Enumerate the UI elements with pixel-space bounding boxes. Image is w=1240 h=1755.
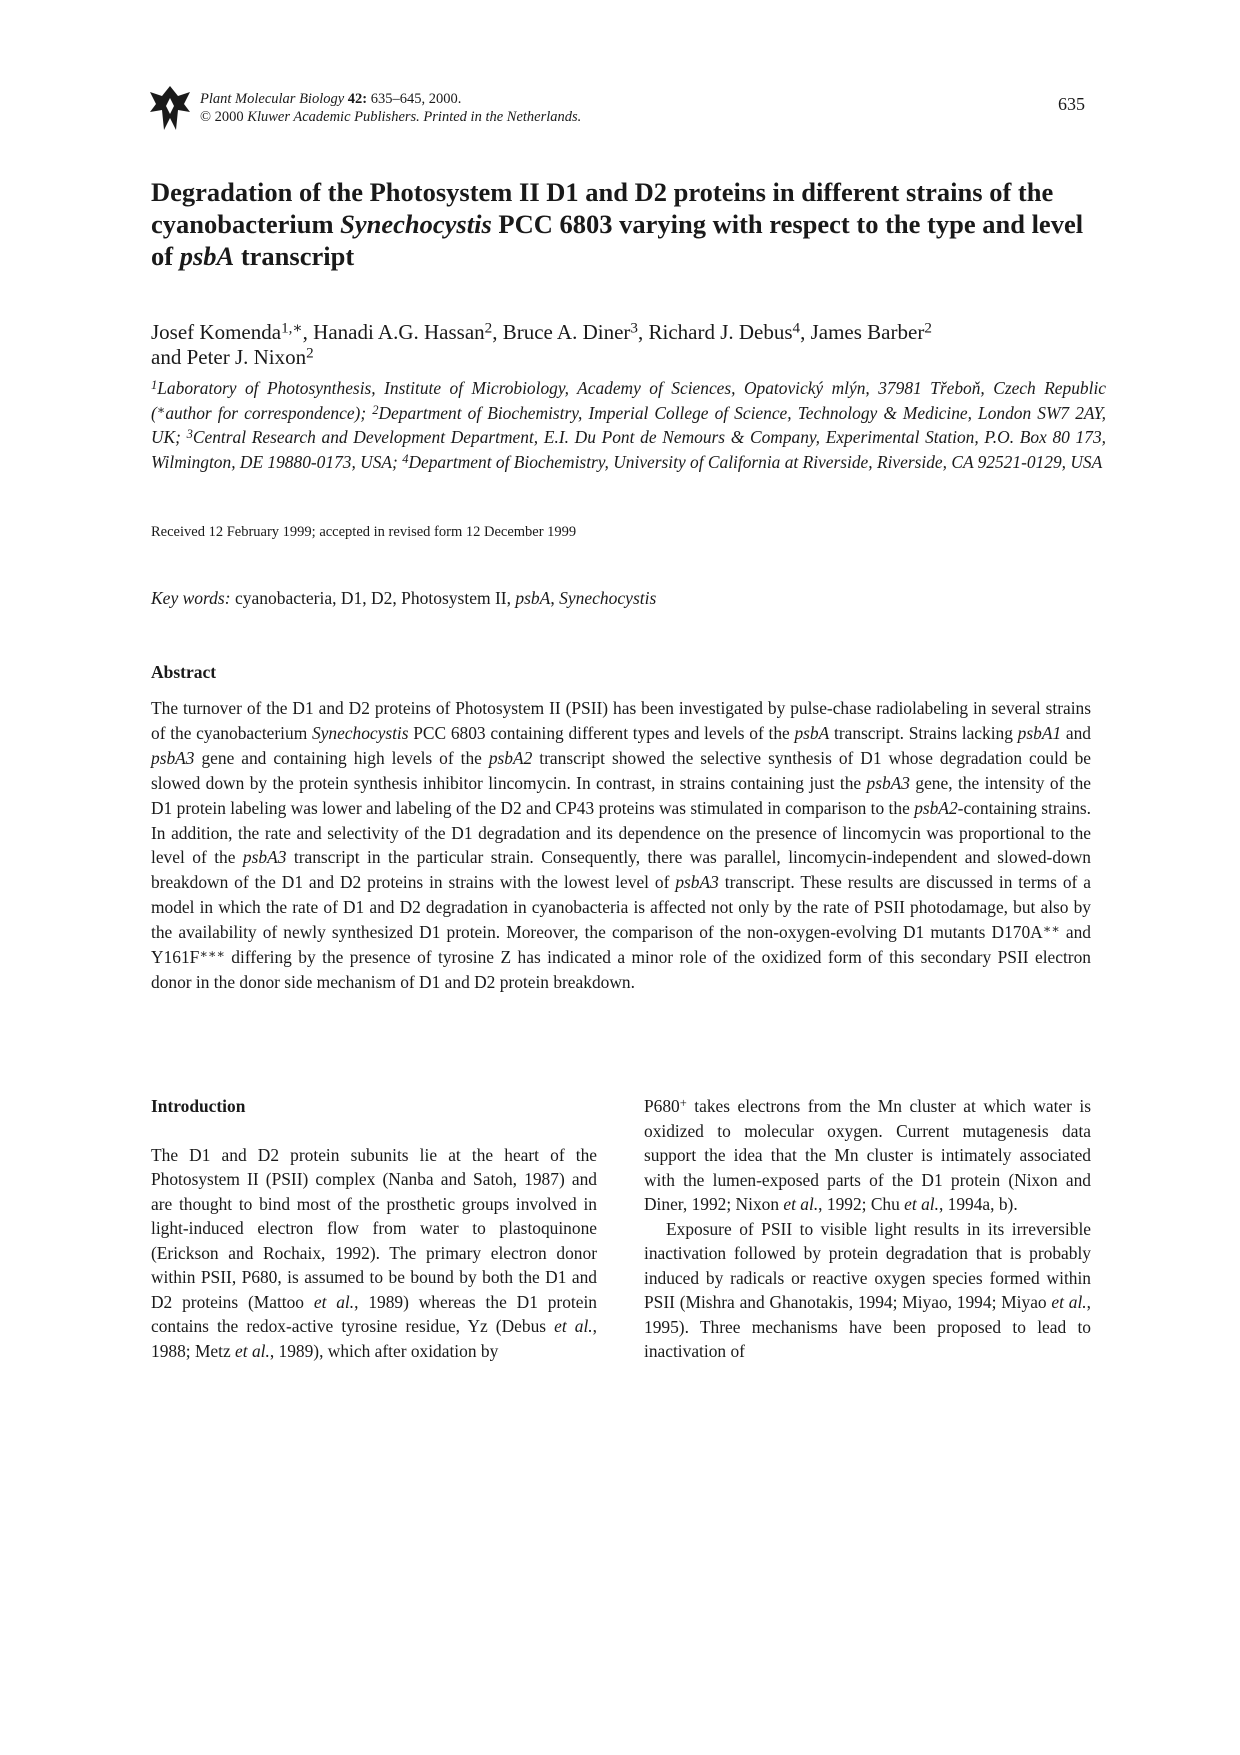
affiliation-mark: 2: [372, 402, 379, 417]
publisher-name: Kluwer Academic Publishers.: [247, 109, 420, 125]
author-name: Richard J. Debus: [648, 320, 793, 344]
text-run: , 1988; Metz: [151, 1316, 597, 1361]
italic-term: et al.: [783, 1194, 819, 1214]
italic-term: et al.: [313, 1291, 355, 1312]
italic-term: psbA: [794, 722, 830, 743]
author-name: and Peter J. Nixon: [151, 345, 307, 369]
author-last-line: [151, 345, 1106, 370]
italic-term: et al.: [554, 1316, 593, 1336]
text-run: gene and containing high levels of the: [194, 747, 489, 768]
superscript-mark: +: [679, 1095, 687, 1110]
author-name: James Barber: [810, 320, 925, 344]
abstract-text: [151, 696, 1091, 995]
keyword-synechocystis: Synechocystis: [559, 588, 657, 608]
author-affiliation-mark: 1,∗: [281, 320, 303, 337]
italic-term: psbA3: [151, 747, 195, 768]
affiliation-text: author for correspondence);: [165, 402, 373, 423]
text-run: The turnover of the D1 and D2 proteins of Photosystem II (PSII) has been investigated by pulse-chase radiolabeling in several strains of the cyanobacterium: [151, 698, 1091, 743]
affiliation-mark: 1: [151, 377, 158, 392]
author-affiliation-mark: 4: [792, 320, 801, 337]
affiliation-mark: 4: [402, 451, 409, 466]
italic-term: psbA3: [866, 772, 910, 793]
italic-term: psbA1: [1017, 722, 1062, 743]
author-name: Josef Komenda: [151, 320, 282, 344]
journal-volume: 42:: [347, 91, 368, 107]
italic-term: psbA3: [675, 872, 719, 893]
affiliation-text: Department of Biochemistry, University of California at Riverside, Riverside, CA 92521-0129, USA: [408, 451, 1103, 472]
printed-location: Printed in the Netherlands.: [423, 109, 582, 125]
text-run: -containing strains. In addition, the rate and selectivity of the D1 degradation and its dependence on the presence of lincomycin was proportional to the level of the: [151, 797, 1092, 868]
title-part-2: PCC 6803 varying with respect to the type and level of: [151, 209, 1084, 271]
abstract-heading: Abstract: [151, 662, 217, 682]
italic-term: psbA3: [242, 847, 287, 868]
author-separator: ,: [637, 320, 649, 344]
journal-header: [200, 90, 581, 126]
italic-term: et al.: [1051, 1292, 1087, 1312]
text-run: , 1989) whereas the D1 protein contains the redox-active tyrosine residue, Yz (Debus: [151, 1291, 597, 1336]
keywords-separator: ,: [550, 588, 560, 608]
title-part-1: Degradation of the Photosystem II D1 and D2 proteins in different strains of the cyanobacterium: [151, 177, 1054, 239]
author-name: Bruce A. Diner: [502, 320, 631, 344]
title-part-3: transcript: [234, 241, 355, 271]
affiliations: [151, 376, 1106, 474]
text-run: transcript showed the selective synthesis of D1 whose degradation could be slowed down by the protein synthesis inhibitor lincomycin. In contrast, in strains containing just the: [151, 747, 1092, 793]
copyright-year: 2000: [214, 109, 244, 125]
text-run: gene, the intensity of the D1 protein labeling was lower and labeling of the D2 and CP43 proteins was stimulated in comparison to the: [151, 772, 1091, 818]
right-column: [644, 1094, 1091, 1364]
text-run: The D1 and D2 protein subunits lie at the heart of the Photosystem II (PSII) complex (Nanba and Satoh, 1987) and are thought to bind most of the prosthetic groups involved in light-induced electron flow from water to plastoquinone (Erickson and Rochaix, 1992). The primary electron donor within PSII, P680, is assumed to be bound by both the D1 and D2 proteins (Mattoo: [151, 1144, 597, 1312]
text-run: transcript in the particular strain. Consequently, there was parallel, lincomycin-independent and slowed-down breakdown of the D1 and D2 proteins in strains with the lowest level of: [151, 847, 1091, 893]
author-list: [151, 320, 1106, 370]
author-name: Hanadi A.G. Hassan: [313, 320, 485, 344]
keywords-label: Key words:: [151, 588, 231, 608]
italic-term: psbA2: [488, 747, 533, 768]
text-run: , 1989), which after oxidation by: [269, 1340, 499, 1361]
keywords-text: cyanobacteria, D1, D2, Photosystem II,: [230, 588, 516, 608]
journal-name: Plant Molecular Biology: [200, 91, 345, 107]
journal-pages: 635–645, 2000.: [370, 91, 462, 107]
intro-paragraph-1: [151, 1143, 597, 1364]
author-affiliation-mark: 2: [924, 320, 932, 337]
intro-paragraph-3: [644, 1217, 1091, 1364]
correspondence-star: ∗: [156, 402, 166, 417]
title-gene: psbA: [179, 241, 235, 271]
author-affiliation-mark: 2: [306, 345, 314, 362]
title-organism: Synechocystis: [340, 209, 492, 239]
text-run: differing by the presence of tyrosine Z has indicated a minor role of the oxidized form of this secondary PSII electron donor in the donor side mechanism of D1 and D2 protein breakdown.: [151, 947, 1091, 992]
text-run: Exposure of PSII to visible light results in its irreversible inactivation followed by protein degradation that is probably induced by radicals or reactive oxygen species formed within PSII (Mishra and Ghanotakis, 1994; Miyao, 1994; Miyao: [644, 1218, 1091, 1312]
author-affiliation-mark: 3: [630, 320, 638, 337]
affiliation-text: Central Research and Development Department, E.I. Du Pont de Nemours & Company, Experimental Station, P.O. Box 80 173, Wilmington, DE 19880-0173, USA;: [151, 427, 1106, 472]
intro-paragraph-2: [644, 1094, 1091, 1217]
text-run: , 1995). Three mechanisms have been proposed to lead to inactivation of: [644, 1292, 1091, 1361]
author-separator: ,: [800, 320, 811, 344]
text-run: and Y161F: [151, 922, 1091, 968]
text-run: takes electrons from the Mn cluster at which water is oxidized to molecular oxygen. Current mutagenesis data support the idea that the Mn cluster is intimately associated with the lumen-exposed parts of the D1 protein (Nixon and Diner, 1992; Nixon: [644, 1096, 1091, 1214]
italic-term: et al.: [235, 1340, 270, 1361]
text-run: and: [1061, 722, 1091, 743]
keyword-psba: psbA: [515, 588, 551, 608]
author-affiliation-mark: 2: [484, 320, 493, 337]
copyright-line: [200, 108, 581, 126]
italic-term: psbA2: [914, 797, 958, 818]
superscript-mark: ∗∗: [1042, 921, 1060, 936]
author-separator: ,: [492, 320, 503, 344]
text-run: PCC 6803 containing different types and levels of the: [408, 722, 795, 743]
text-run: , 1992; Chu: [818, 1194, 905, 1214]
journal-citation-line: [200, 90, 581, 108]
text-run: transcript. Strains lacking: [829, 722, 1018, 743]
left-column: [151, 1094, 597, 1363]
affiliation-text: Laboratory of Photosynthesis, Institute of Microbiology, Academy of Sciences, Opatovický mlýn, 37981 Třeboň, Czech Republic (: [151, 378, 1106, 423]
author-separator: ,: [302, 320, 314, 344]
received-dates: Received 12 February 1999; accepted in revised form 12 December 1999: [151, 524, 577, 540]
italic-term: Synechocystis: [311, 722, 409, 743]
superscript-mark: ∗∗∗: [199, 946, 225, 961]
keywords: [151, 588, 656, 609]
introduction-heading: Introduction: [151, 1096, 246, 1116]
text-run: transcript. These results are discussed in terms of a model in which the rate of D1 and D2 degradation in cyanobacteria is affected not only by the rate of PSII photodamage, but also by the availability of newly synthesized D1 protein. Moreover, the comparison of the non-oxygen-evolving D1 mutants D170A: [151, 872, 1091, 943]
text-run: P680: [644, 1096, 680, 1116]
text-run: , 1994a, b).: [938, 1194, 1018, 1214]
italic-term: et al.: [904, 1194, 939, 1214]
page-number: 635: [1058, 94, 1085, 114]
publisher-logo-icon: [150, 86, 190, 130]
affiliation-text: Department of Biochemistry, Imperial College of Science, Technology & Medicine, London SW7 2AY, UK;: [151, 402, 1106, 448]
affiliation-mark: 3: [186, 426, 193, 441]
paper-title: [151, 176, 1111, 272]
copyright-symbol: ©: [200, 109, 212, 125]
